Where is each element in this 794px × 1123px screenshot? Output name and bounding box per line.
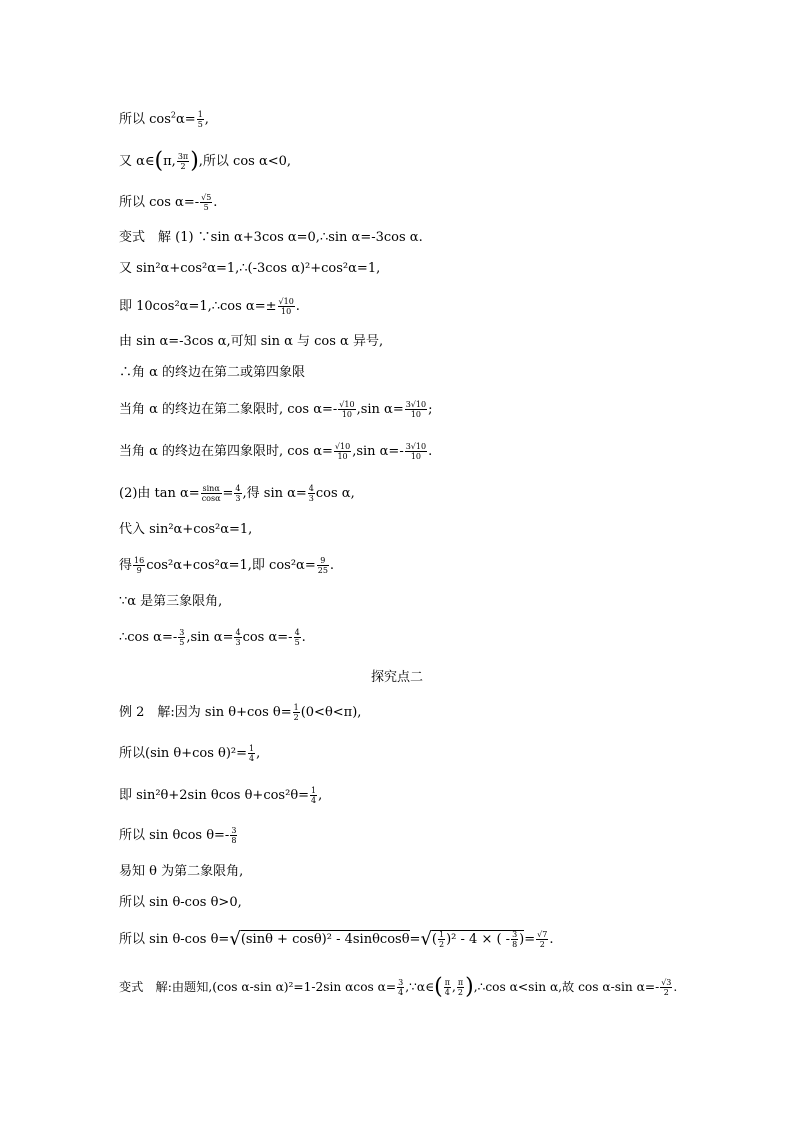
line-identity: 又 sin²α+cos²α=1,∴(-3cos α)²+cos²α=1,	[119, 261, 381, 276]
line-diff-value: 所以 sin θ-cos θ=√(sinθ + cosθ)² - 4sinθcosθ=√( $\frac{1}{2}$ )² - 4 × ( - $\frac{3}{8}$ )= $\frac{√7}{2}$ .	[119, 928, 554, 950]
line-cos-sq: 所以 $\cos^2\alpha=$ $\frac{1}{5}$ ,	[119, 110, 209, 129]
line-cos-sq-result: 得 $\frac{16}{9}$ cos²α+cos²α=1,即 cos²α= $\frac{9}{25}$ .	[119, 556, 335, 575]
line-alpha-range: 又 α∈(π, $\frac{3\pi}{2}$ ),所以 cos α<0,	[119, 148, 292, 174]
line-example-2: 例 2 解:因为 sin θ+cos θ= $\frac{1}{2}$ (0<θ<π),	[119, 703, 362, 722]
line-10cos: 即 10cos²α=1,∴cos α=± $\frac{√10}{10}$ .	[119, 297, 300, 316]
line-expand: 即 sin²θ+2sin θcos θ+cos²θ= $\frac{1}{4}$ ,	[119, 786, 323, 805]
line-variant-1: 变式 解 (1) ∵sin α+3cos α=0,∴sin α=-3cos α.	[119, 230, 423, 245]
line-substitute: 代入 sin²α+cos²α=1,	[119, 522, 253, 537]
section-heading: 探究点二	[370, 670, 423, 685]
fraction: $\frac{1}{5}$	[197, 110, 203, 129]
line-opposite-sign: 由 sin α=-3cos α,可知 sin α 与 cos α 异号,	[119, 334, 384, 349]
line-product: 所以 sin θcos θ=- $\frac{3}{8}$	[119, 826, 237, 845]
line-fourth-quadrant: 当角 α 的终边在第四象限时, cos α= $\frac{√10}{10}$ ,sin α=- $\frac{3√10}{10}$ .	[119, 442, 433, 461]
line-final-values: ∴cos α=- $\frac{3}{5}$ ,sin α= $\frac{4}{3}$ cos α=- $\frac{4}{5}$ .	[119, 628, 306, 647]
line-second-quadrant: 当角 α 的终边在第二象限时, cos α=- $\frac{√10}{10}$ ,sin α= $\frac{3√10}{10}$ ;	[119, 400, 433, 419]
line-second-quadrant-theta: 易知 θ 为第二象限角,	[119, 864, 244, 879]
line-cos-value: 所以 cos α=- $\frac{√5}{5}$ .	[119, 193, 218, 212]
line-third-quadrant: ∵α 是第三象限角,	[119, 594, 223, 609]
line-positive-diff: 所以 sin θ-cos θ>0,	[119, 895, 242, 910]
line-quadrants: ∴角 α 的终边在第二或第四象限	[119, 365, 306, 380]
line-square-sum: 所以(sin θ+cos θ)²= $\frac{1}{4}$ ,	[119, 744, 261, 763]
line-tan: (2)由 tan α= $\frac{\sin\alpha}{\cos\alpha}$ = $\frac{4}{3}$ ,得 sin α= $\frac{4}{3}$ cos α,	[119, 484, 355, 503]
line-variant-2: 变式 解:由题知,(cos α-sin α)²=1-2sin αcos α= $\frac{3}{4}$ ,∵α∈( $\frac{\pi}{4}$ , $\frac{\pi}{2}$ ),∴cos α<sin α,故 cos α-sin α=- $\frac{√3}{2}$ .	[119, 974, 678, 1000]
